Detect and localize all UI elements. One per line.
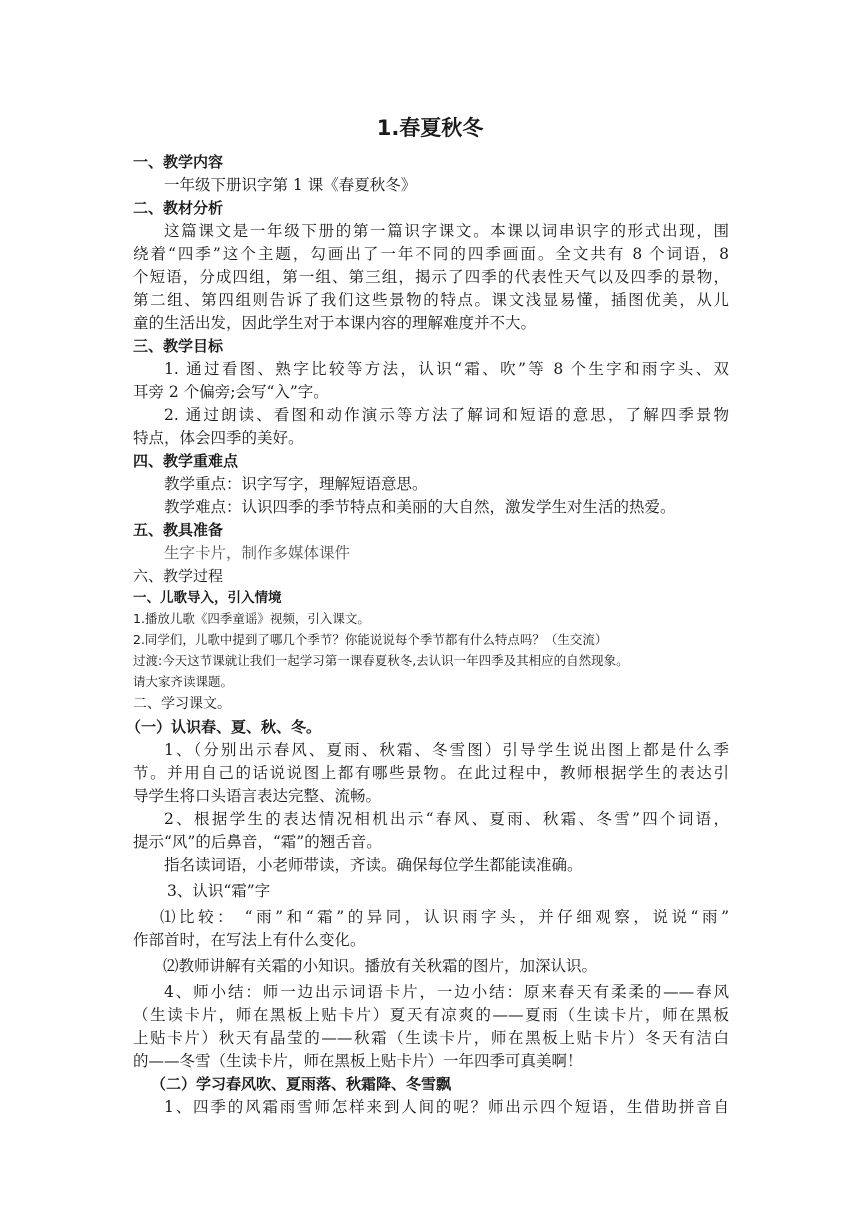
sub1-p7-line: 上贴卡片）秋天有晶莹的——秋霜（生读卡片，师在黑板上贴卡片）冬天有洁白 xyxy=(133,1029,729,1047)
sub1-p7-line: 4、师小结：师一边出示词语卡片，一边小结：原来春天有柔柔的——春风 xyxy=(164,983,729,1001)
analysis-line: 绕着“四季”这个主题，勾画出了一年不同的四季画面。全文共有 8 个词语，8 xyxy=(133,245,729,263)
sub1-p5-line: 作部首时，在写法上有什么变化。 xyxy=(133,931,366,949)
sub2-heading: （二）学习春风吹、夏雨落、秋霜降、冬雪飘 xyxy=(151,1075,452,1093)
goal-line: 耳旁 2 个偏旁;会写“入”字。 xyxy=(133,383,329,401)
sub2-p1-line: 1、四季的风霜雨雪师怎样来到人间的呢？师出示四个短语，生借助拼音自 xyxy=(164,1098,729,1116)
key-point-text: 教学重点：识字写字，理解短语意思。 xyxy=(164,475,428,493)
sub1-heading: （一）认识春、夏、秋、冬。 xyxy=(126,718,322,736)
sub1-p2-line: 提示“风”的后鼻音，“霜”的翘舌音。 xyxy=(133,833,382,851)
goal-line: 特点，体会四季的美好。 xyxy=(133,429,304,447)
sub1-p5-line: ⑴比较： “雨”和“霜”的异同，认识雨字头，并仔细观察，说说“雨” xyxy=(160,908,729,926)
process-line: 1.播放儿歌《四季童谣》视频，引入课文。 xyxy=(133,611,370,626)
sub1-p7-line: （生读卡片，师在黑板上贴卡片）夏天有凉爽的——夏雨（生读卡片，师在黑板 xyxy=(133,1006,729,1024)
sub1-p6: ⑵教师讲解有关霜的小知识。播放有关秋霜的图片，加深认识。 xyxy=(163,957,598,975)
analysis-line: 这篇课文是一年级下册的第一篇识字课文。本课以词串识字的形式出现，围 xyxy=(164,222,729,240)
sub1-p1-line: 节。并用自己的话说说图上都有哪些景物。在此过程中，教师根据学生的表达引 xyxy=(133,764,729,782)
process-part1-heading: 一、儿歌导入，引入情境 xyxy=(133,590,282,606)
process-line: 请大家齐读课题。 xyxy=(133,674,234,689)
sub1-p1-line: 导学生将口头语言表达完整、流畅。 xyxy=(133,787,382,805)
analysis-line: 个短语，分成四组，第一组、第三组，揭示了四季的代表性天气以及四季的景物， xyxy=(133,268,729,286)
section-heading-keypoints: 四、教学重难点 xyxy=(133,452,239,470)
section-heading-goals: 三、教学目标 xyxy=(133,337,224,355)
document-title: 1.春夏秋冬 xyxy=(376,116,484,140)
materials-text: 生字卡片，制作多媒体课件 xyxy=(164,544,351,562)
sub1-p3: 指名读词语，小老师带读，齐读。确保每位学生都能读准确。 xyxy=(164,856,583,874)
section-heading-process: 六、教学过程 xyxy=(133,567,224,585)
process-part2-heading: 二、学习课文。 xyxy=(133,696,231,712)
goal-line: 2. 通过朗读、看图和动作演示等方法了解词和短语的意思，了解四季景物 xyxy=(164,406,729,424)
section-content-text: 一年级下册识字第 1 课《春夏秋冬》 xyxy=(164,176,417,194)
process-line: 过渡:今天这节课就让我们一起学习第一课春夏秋冬,去认识一年四季及其相应的自然现象。 xyxy=(133,653,629,668)
sub1-p1-line: 1、（分别出示春风、夏雨、秋霜、冬雪图）引导学生说出图上都是什么季 xyxy=(164,741,729,759)
difficulty-text: 教学难点：认识四季的季节特点和美丽的大自然，激发学生对生活的热爱。 xyxy=(164,498,676,516)
process-line: 2.同学们，儿歌中提到了哪几个季节？你能说说每个季节都有什么特点吗？（生交流） xyxy=(133,632,608,647)
section-heading-materials: 五、教具准备 xyxy=(133,521,224,539)
sub1-p7-line: 的——冬雪（生读卡片，师在黑板上贴卡片）一年四季可真美啊！ xyxy=(133,1052,583,1070)
sub1-p4: 3、认识“霜”字 xyxy=(167,882,271,900)
analysis-line: 童的生活出发，因此学生对于本课内容的理解难度并不大。 xyxy=(133,314,537,332)
sub1-p2-line: 2、根据学生的表达情况相机出示“春风、夏雨、秋霜、冬雪”四个词语， xyxy=(164,810,729,828)
analysis-line: 第二组、第四组则告诉了我们这些景物的特点。课文浅显易懂，插图优美，从儿 xyxy=(133,291,729,309)
goal-line: 1. 通过看图、熟字比较等方法，认识“霜、吹”等 8 个生字和雨字头、双 xyxy=(164,360,729,378)
section-heading-content: 一、教学内容 xyxy=(133,153,224,171)
section-heading-analysis: 二、教材分析 xyxy=(133,199,224,217)
